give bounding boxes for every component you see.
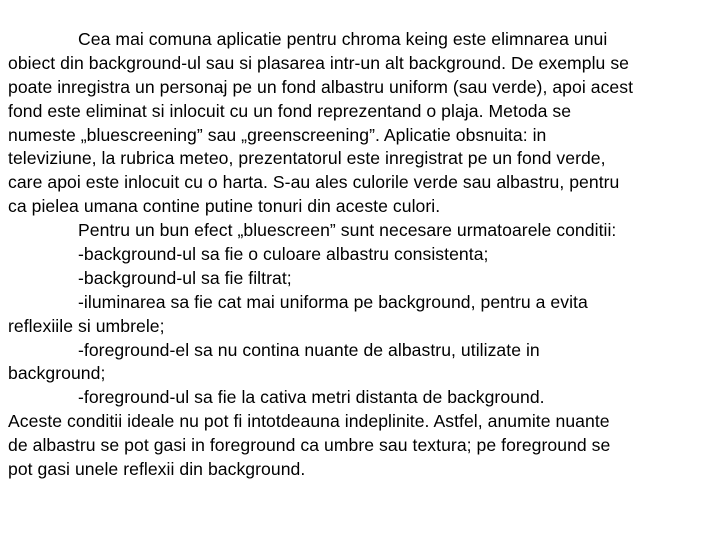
- text-line: Aceste conditii ideale nu pot fi intotdeauna indeplinite. Astfel, anumite nuante: [8, 411, 610, 432]
- text-line: -foreground-el sa nu contina nuante de albastru, utilizate in: [78, 339, 540, 360]
- text-line: -foreground-ul sa fie la cativa metri distanta de background.: [78, 387, 545, 408]
- text-line: de albastru se pot gasi in foreground ca umbre sau textura; pe foreground se: [8, 435, 611, 456]
- text-line: Pentru un bun efect „bluescreen” sunt necesare urmatoarele conditii:: [78, 220, 617, 241]
- text-line: ca pielea umana contine putine tonuri din aceste culori.: [8, 196, 441, 217]
- text-line: obiect din background-ul sau si plasarea intr-un alt background. De exemplu se: [8, 52, 630, 73]
- document-body: [8, 28, 714, 482]
- text-line: Cea mai comuna aplicatie pentru chroma keing este elimnarea unui: [78, 29, 608, 49]
- text-line: care apoi este inlocuit cu o harta. S-au ales culorile verde sau albastru, pentru: [8, 172, 620, 193]
- text-line: -background-ul sa fie o culoare albastru consistenta;: [78, 244, 489, 265]
- text-line: reflexiile si umbrele;: [8, 315, 165, 336]
- text-line: pot gasi unele reflexii din background.: [8, 459, 306, 480]
- text-line: fond este eliminat si inlocuit cu un fond reprezentand o plaja. Metoda se: [8, 100, 572, 121]
- text-line: numeste „bluescreening” sau „greenscreening”. Aplicatie obsnuita: in: [8, 124, 547, 145]
- text-line: -iluminarea sa fie cat mai uniforma pe background, pentru a evita: [78, 291, 588, 312]
- text-line: poate inregistra un personaj pe un fond albastru uniform (sau verde), apoi acest: [8, 76, 634, 97]
- text-line: background;: [8, 363, 106, 384]
- text-line: televiziune, la rubrica meteo, prezentatorul este inregistrat pe un fond verde,: [8, 148, 606, 169]
- text-line: -background-ul sa fie filtrat;: [78, 267, 292, 288]
